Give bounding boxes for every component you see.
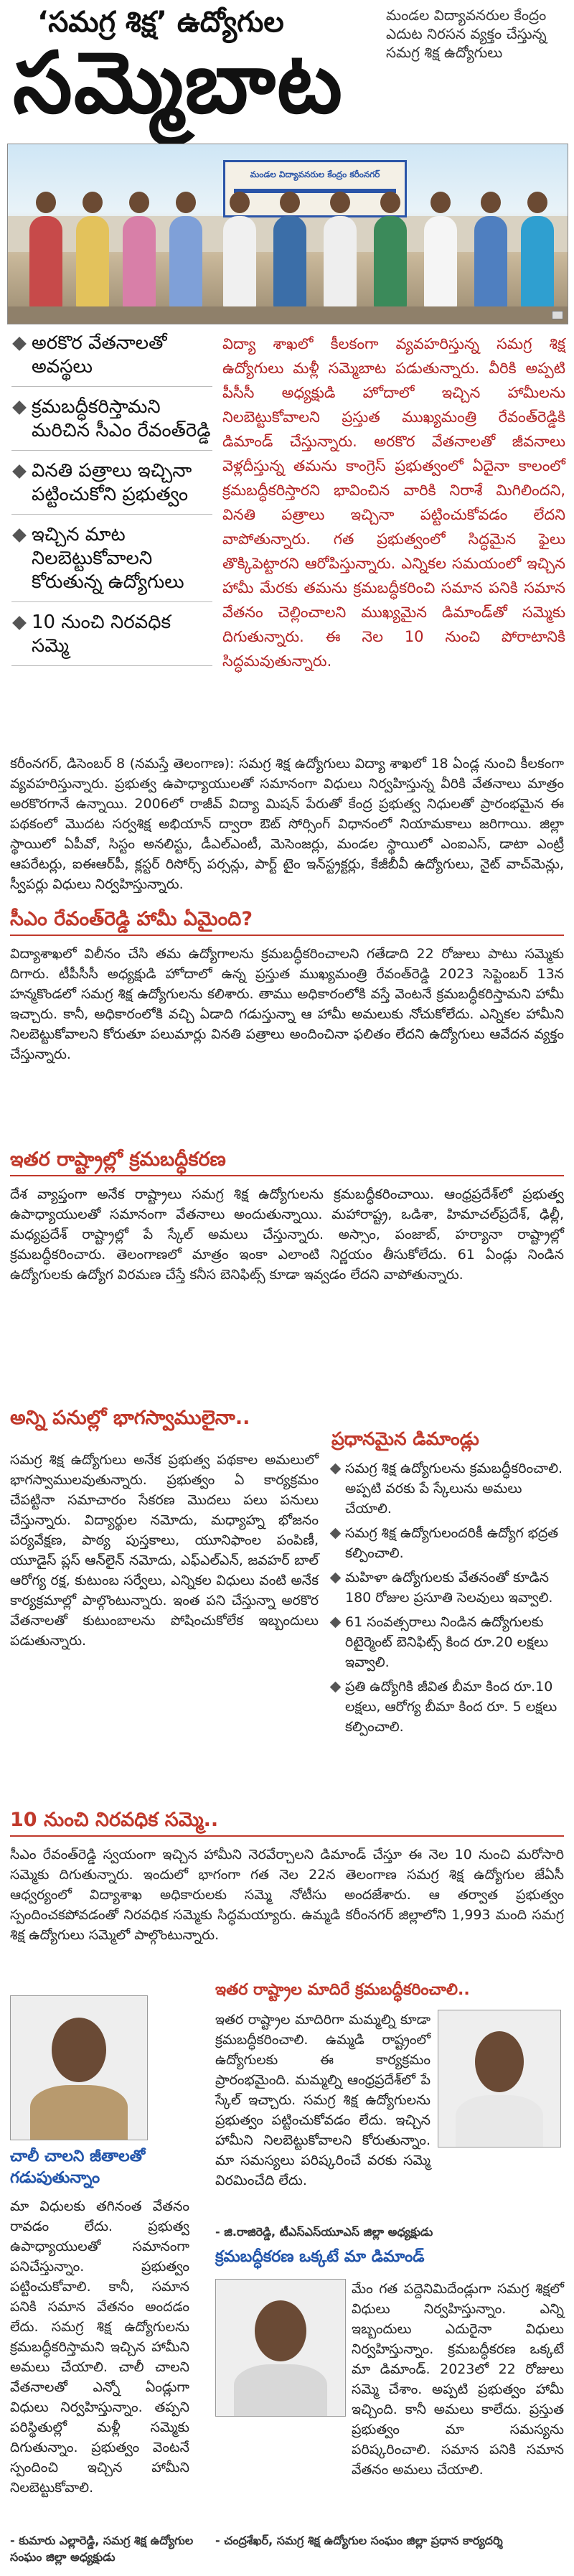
- bullet-icon: [12, 401, 27, 415]
- protester-head: [36, 192, 56, 213]
- protester-head: [280, 192, 300, 213]
- portrait-face: [52, 2018, 106, 2082]
- subhead-regularize: ఇతర రాష్ట్రాల మాదిరే క్రమబద్ధీకరించాలి..: [215, 1981, 470, 1999]
- demand-text: సమగ్ర శిక్ష ఉద్యోగులందరికీ ఉద్యోగ భద్రత కల్పించాలి.: [345, 1525, 559, 1561]
- highlight-item: [11, 523, 212, 602]
- demand-text: ప్రతి ఉద్యోగికి జీవిత బీమా కింద రూ.10 లక్షలు, ఆరోగ్య బీమా కింద రూ. 5 లక్షలు కల్పించాలి.: [345, 1679, 557, 1735]
- highlight-item: [11, 332, 212, 387]
- subhead-rule: [10, 1175, 564, 1176]
- protester-head: [481, 192, 501, 213]
- highlight-text: క్రమబద్ధీకరిస్తామని మరిచిన సీఎం రేవంత్‌రెడ్డి: [32, 396, 211, 441]
- highlight-text: అరకొర వేతనాలతో అవస్థలు: [32, 332, 167, 378]
- dateline-paragraph: కరీంనగర్‌, డిసెంబర్‌ 8 (నమస్తే తెలంగాణ): సమగ్ర శిక్ష ఉద్యోగులు విద్యా శాఖలో 18 ఏండ్ల నుంచి కీలకంగా వ్యవహరిస్తున్నారు. ప్రభుత్వ ఉపాధ్యాయులతో సమానంగా విధులు నిర్వహిస్తున్న వీరికి వేతనాలు మాత్రం అరకొరగానే ఉన్నాయి. 2006లో రాజీవ్‌ విద్యా మిషన్‌ పేరుతో కేంద్ర ప్రభుత్వ నిధులతో ప్రారంభమైన ఈ పథకంలో మొదట సర్వశిక్ష అభియాన్‌ ద్వారా ఔట్‌ సోర్సింగ్‌ విధానంలో నియామకాలు జరిగాయి. జిల్లా స్థాయిలో ఏపీవో, సిస్టం అనలిస్టు, డీఎల్‌ఎంటీ, మెసెంజర్లు, మండల స్థాయిలో ఎంఐఎస్‌, డాటా ఎంట్రీ ఆపరేటర్లు, ఐఈఆర్‌పీ, క్లస్టర్‌ రిసోర్స్‌ పర్సన్లు, పార్ట్‌ టైం ఇన్‌స్ట్రక్టర్లు, కేజీబీవీ ఉద్యోగులు, నైట్‌ వాచ్‌మెన్లు, స్వీపర్లు విధులు నిర్వహిస్తున్నారు.: [10, 756, 564, 892]
- bullet-icon: [330, 1682, 342, 1693]
- protester-head: [330, 192, 350, 213]
- demands-box: [331, 1428, 564, 1741]
- protester: [123, 216, 156, 309]
- demand-item: [331, 1458, 564, 1519]
- protester: [76, 216, 109, 309]
- quote3-text: మేం గత పద్దెనిమిదేండ్లుగా సమగ్ర శిక్షలో విధులు నిర్వహిస్తున్నాం. ఎన్ని ఇబ్బందులు ఎదురైనా విధులు నిర్వహిస్తున్నాం. క్రమబద్ధీకరణ ఒక్కటే మా డిమాండ్‌. 2023లో 22 రోజులు సమ్మె చేశాం. అప్పటి ప్రభుత్వం హామీ ఇచ్చింది. కానీ అమలు కాలేదు. ప్రస్తుత ప్రభుత్వం మా సమస్యను పరిష్కరించాలి. సమాన పనికి సమాన వేతనం అమలు చేయాలి.: [352, 2281, 564, 2478]
- bullet-icon: [330, 1528, 342, 1540]
- protester: [324, 216, 357, 309]
- bullet-icon: [330, 1463, 342, 1475]
- protester: [374, 216, 407, 309]
- intro-block: [222, 332, 565, 673]
- highlight-item: [11, 395, 212, 451]
- portrait-photo: [215, 2279, 346, 2417]
- photo-ground: [8, 306, 568, 324]
- quote1-caption: చాలీ చాలని జీతాలతో గడుపుతున్నాం: [10, 2148, 146, 2187]
- protester: [169, 216, 202, 309]
- portrait-photo: [10, 1995, 148, 2140]
- portrait-torso: [456, 2095, 543, 2147]
- subhead-rule: [10, 935, 564, 936]
- section-other-states: దేశ వ్యాప్తంగా అనేక రాష్ట్రాలు సమగ్ర శిక్ష ఉద్యోగులను క్రమబద్ధీకరించాయి. ఆంధ్రప్రదేశ్‌లో ప్రభుత్వ ఉపాధ్యాయులతో సమానంగా వేతనాలు అందుతున్నాయి. మహారాష్ట్ర, ఒడిశా, హిమాచల్‌ప్రదేశ్‌, ఢిల్లీ, మధ్యప్రదేశ్‌ రాష్ట్రాల్లో పే స్కేల్‌ అమలు చేస్తున్నారు. అస్సాం, పంజాబ్‌, హర్యానా రాష్ట్రాల్లో క్రమబద్ధీకరించారు. తెలంగాణలో మాత్రం ఇంకా ఎలాంటి నిర్ణయం తీసుకోలేదు. 61 ఏండ్లు నిండిన ఉద్యోగులకు ఉద్యోగ విరమణ చేస్తే కనీస బెనిఫిట్స్‌ కూడా ఇవ్వడం లేదని వాపోతున్నారు.: [10, 1186, 564, 1283]
- signboard-text: మండల విద్యావనరుల కేంద్రం కరీంనగర్: [250, 169, 380, 179]
- protester-head: [230, 192, 250, 213]
- protester-head: [430, 192, 451, 213]
- highlight-text: వినతి పత్రాలు ఇచ్చినా పట్టించుకోని ప్రభుత్వం: [32, 460, 192, 505]
- header: [9, 6, 565, 134]
- quote2-text: ఇతర రాష్ట్రాల మాదిరిగా మమ్మల్ని కూడా క్రమబద్ధీకరించాలి. ఉమ్మడి రాష్ట్రంలో ఉద్యోగులకు ఈ కార్యక్రమం ప్రారంభమైంది. మమ్మల్ని ఆంధ్రప్రదేశ్‌లో పే స్కేల్‌ ఇచ్చారు. సమగ్ర శిక్ష ఉద్యోగులను ప్రభుత్వం పట్టించుకోవడం లేదు. ఇచ్చిన హామీని నిలబెట్టుకోవాలని కోరుతున్నాం. మా సమస్యలు పరిష్కరించే వరకు సమ్మె విరమించేది లేదు.: [215, 2012, 430, 2188]
- subhead-cm-promise: సీఎం రేవంత్‌రెడ్డి హామీ ఏమైంది?: [10, 908, 253, 930]
- subhead-all-works: అన్ని పనుల్లో భాగస్వాములైనా..: [10, 1407, 250, 1429]
- office-signboard: [223, 160, 407, 217]
- headline: సమ్మెబాట: [13, 32, 344, 132]
- subhead-rule: [10, 1835, 564, 1837]
- quote3-caption: క్రమబద్ధీకరణ ఒక్కటే మా డిమాండ్‌: [215, 2248, 425, 2266]
- highlights-list: [11, 332, 212, 675]
- protester-head: [129, 192, 149, 213]
- quote3-signature: - చంద్రశేఖర్‌, సమగ్ర శిక్ష ఉద్యోగుల సంఘం జిల్లా ప్రధాన కార్యదర్శి: [215, 2534, 503, 2547]
- bullet-icon: [12, 616, 27, 630]
- protester-head: [380, 192, 400, 213]
- portrait-face: [255, 2300, 306, 2362]
- portrait-face: [475, 2031, 524, 2093]
- protester: [474, 216, 507, 309]
- demand-text: సమగ్ర శిక్ష ఉద్యోగులను క్రమబద్ధీకరించాలి. అప్పటి వరకు పే స్కేలును అమలు చేయాలి.: [345, 1461, 563, 1517]
- demand-item: [331, 1677, 564, 1737]
- photo-deck: మండల విద్యావనరుల కేంద్రం ఎదుట నిరసన వ్యక్తం చేస్తున్న సమగ్ర శిక్ష ఉద్యోగులు: [386, 6, 547, 61]
- protester: [521, 216, 554, 309]
- subhead-other-states: ఇతర రాష్ట్రాల్లో క్రమబద్ధీకరణ: [10, 1148, 226, 1171]
- portrait-torso: [234, 2364, 327, 2416]
- bullet-icon: [12, 528, 27, 543]
- demand-item: [331, 1612, 564, 1672]
- protester-head: [83, 192, 103, 213]
- protester: [29, 216, 62, 309]
- bullet-icon: [330, 1573, 342, 1584]
- protester: [273, 216, 306, 309]
- protester: [223, 216, 256, 309]
- demand-item: [331, 1523, 564, 1563]
- demands-heading: ప్రధానమైన డిమాండ్లు: [331, 1428, 479, 1449]
- bullet-icon: [12, 464, 27, 479]
- quote1-text: మా విధులకు తగినంత వేతనం రావడం లేదు. ప్రభుత్వ ఉపాధ్యాయులతో సమానంగా పనిచేస్తున్నాం. ప్రభుత్వం పట్టించుకోవాలి. కానీ, సమాన పనికి సమాన వేతనం అందడం లేదు. సమగ్ర శిక్ష ఉద్యోగులను క్రమబద్ధీకరిస్తామని ఇచ్చిన హామీని అమలు చేయాలి. చాలీ చాలని వేతనాలతో ఎన్నో ఏండ్లుగా విధులు నిర్వహిస్తున్నాం. తప్పని పరిస్థితుల్లో మళ్లీ సమ్మెకు దిగుతున్నాం. ప్రభుత్వం వెంటనే స్పందించి ఇచ్చిన హామీని నిలబెట్టుకోవాలి.: [10, 2198, 189, 2496]
- intro-text: విద్యా శాఖలో కీలకంగా వ్యవహరిస్తున్న సమగ్ర శిక్ష ఉద్యోగులు మళ్లీ సమ్మెబాట పడుతున్నారు. వీరికి అప్పటి పీసీసీ అధ్యక్షుడి హోదాలో ఇచ్చిన హామీలను నిలబెట్టుకోవాలని ప్రస్తుత ముఖ్యమంత్రి రేవంత్‌రెడ్డికి డిమాండ్‌ చేస్తున్నారు. అరకొర వేతనాలతో జీవనాలు వెళ్లదీస్తున్న తమను కాంగ్రెస్‌ ప్రభుత్వంలో ఏదైనా కాలంలో క్రమబద్ధీకరిస్తారని భావించిన వారికి నిరాశే మిగిలిందని, వినతి పత్రాలు ఇచ్చినా పట్టించుకోవడం లేదని వాపోతున్నారు. గత ప్రభుత్వంలో సిద్ధమైన ఫైలు తొక్కిపెట్టారని ఆరోపిస్తున్నారు. ఎన్నికల సమయంలో ఇచ్చిన హామీ మేరకు తమను క్రమబద్ధీకరించి సమాన పనికి సమాన వేతనం చెల్లించాలని ముఖ్యమైన డిమాండ్‌తో సమ్మెకు దిగుతున్నారు. ఈ నెల 10 నుంచి పోరాటానికి సిద్ధమవుతున్నారు.: [222, 335, 565, 670]
- section-cm-promise: విద్యాశాఖలో విలీనం చేసి తమ ఉద్యోగాలను క్రమబద్ధీకరించాలని గతేడాది 22 రోజులు పాటు సమ్మెకు దిగారు. టీపీసీసీ అధ్యక్షుడి హోదాలో ఉన్న ప్రస్తుత ముఖ్యమంత్రి రేవంత్‌రెడ్డి 2023 సెప్టెంబర్‌ 13న హన్మకొండలో సమగ్ర శిక్ష ఉద్యోగులను కలిశారు. తాము అధికారంలోకి వస్తే వెంటనే క్రమబద్ధీకరిస్తామని హామీ ఇచ్చారు. కానీ, అధికారంలోకి వచ్చి ఏడాది గడుస్తున్నా ఆ హామీ అమలుకు నోచుకోలేదు. ఎన్నికల హామీని నిలబెట్టుకోవాలని కోరుతూ పలుమార్లు వినతి పత్రాలు అందించినా ఫలితం లేదని ఉద్యోగులు ఆవేదన వ్యక్తం చేస్తున్నారు.: [10, 946, 564, 1062]
- bullet-icon: [12, 337, 27, 351]
- highlight-text: ఇచ్చిన మాట నిలబెట్టుకోవాలని కోరుతున్న ఉద్యోగులు: [32, 524, 184, 593]
- protest-photo: [7, 144, 568, 324]
- demand-text: మహిళా ఉద్యోగులకు వేతనంతో కూడిన 180 రోజుల ప్రసూతి సెలవులు ఇవ్వాలి.: [345, 1570, 553, 1606]
- highlight-text: 10 నుంచి నిరవధిక సమ్మె: [32, 612, 171, 657]
- demand-item: [331, 1568, 564, 1608]
- portrait-torso: [30, 2085, 128, 2140]
- highlight-item: [11, 459, 212, 515]
- protester-head: [176, 192, 196, 213]
- portrait-photo: [438, 2010, 561, 2148]
- signboard-line: [234, 189, 396, 193]
- kicker: ‘సమగ్ర శిక్ష’ ఉద్యోగుల: [37, 6, 284, 39]
- photo-corner-mark: [552, 311, 563, 319]
- highlight-item: [11, 611, 212, 666]
- demand-text: 61 సంవత్సరాలు నిండిన ఉద్యోగులకు రిటైర్మెంట్‌ బెనిఫిట్స్‌ కింద రూ.20 లక్షలు ఇవ్వాలి.: [345, 1614, 549, 1670]
- section-strike: సీఎం రేవంత్‌రెడ్డి స్వయంగా ఇచ్చిన హామీని నెరవేర్చాలని డిమాండ్‌ చేస్తూ ఈ నెల 10 నుంచి మరోసారి సమ్మెకు దిగుతున్నారు. ఇందులో భాగంగా గత నెల 22న తెలంగాణ సమగ్ర శిక్ష ఉద్యోగుల జేఏసీ ఆధ్వర్యంలో విద్యాశాఖ అధికారులకు సమ్మె నోటీసు అందజేశారు. ఆ తర్వాత ప్రభుత్వం స్పందించకపోవడంతో నిరవధిక సమ్మెకు సిద్ధమయ్యారు. ఉమ్మడి కరీంనగర్‌ జిల్లాలోని 1,993 మంది సమగ్ర శిక్ష ఉద్యోగులు సమ్మెలో పాల్గొంటున్నారు.: [10, 1847, 564, 1943]
- quote1-signature: - కుమారు ఎల్లారెడ్డి, సమగ్ర శిక్ష ఉద్యోగుల సంఘం జిల్లా అధ్యక్షుడు: [10, 2534, 194, 2564]
- quote2-signature: - జి.రాజిరెడ్డి, టీఎస్‌ఎస్‌యూఎస్‌ జిల్లా అధ్యక్షుడు: [215, 2225, 433, 2239]
- bullet-icon: [330, 1617, 342, 1629]
- subhead-strike: 10 నుంచి నిరవధిక సమ్మె..: [10, 1809, 219, 1831]
- section-all-works: సమగ్ర శిక్ష ఉద్యోగులు అనేక ప్రభుత్వ పథకాల అమలులో భాగస్వాములవుతున్నారు. ప్రభుత్వం ఏ కార్యక్రమం చేపట్టినా సమాచారం సేకరణ మొదలు పలు పనులు చేస్తున్నారు. విద్యార్థుల నమోదు, మధ్యాహ్న భోజనం పర్యవేక్షణ, పాఠ్య పుస్తకాలు, యూనిఫాంల పంపిణీ, యూడైస్‌ ప్లస్‌ ఆన్‌లైన్‌ నమోదు, ఎఫ్‌ఎల్‌ఎన్‌, జవహర్‌ బాల్‌ ఆరోగ్య రక్ష, కుటుంబ సర్వేలు, ఎన్నికల విధులు వంటి అనేక కార్యక్రమాల్లో పాల్గొంటున్నారు. ఇంత పని చేస్తున్నా అరకొర వేతనాలతో కుటుంబాలను పోషించుకోలేక ఇబ్బందులు పడుతున్నారు.: [10, 1452, 319, 1649]
- protester: [424, 216, 457, 309]
- protester-head: [527, 192, 547, 213]
